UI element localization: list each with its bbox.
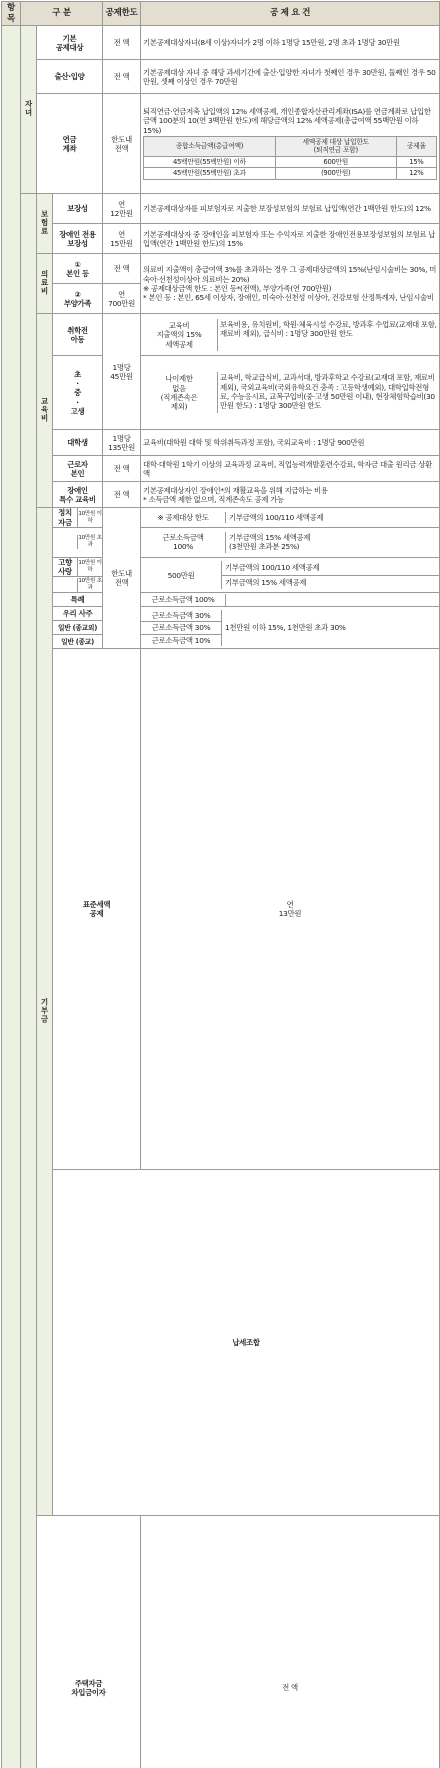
req-basic: 기본공제대상자녀(8세 이상)자녀가 2명 이하 1명당 15만원, 2명 초과 1명당 30만원 (141, 26, 440, 60)
limit-disabled-ins: 연 15만원 (103, 224, 141, 254)
limit-edu-disabled: 전 액 (103, 482, 141, 508)
row-donation-hometown-1 (2, 557, 440, 577)
req-birth: 기본공제대상 자녀 중 해당 과세기간에 출산·입양한 자녀가 첫째인 경우 30만원, 둘째인 경우 50만원, 셋째 이상인 경우 70만원 (141, 60, 440, 94)
label-donation-general-rel: 일반 (종교) (53, 635, 103, 649)
label-donation-special: 특례 (53, 593, 103, 607)
row-donation-political-2 (2, 527, 440, 557)
row-edu-school (2, 356, 440, 430)
edu-note-line: 나이제한 (165, 374, 193, 384)
row-children-basic (2, 26, 440, 60)
edu-note-line: 제외) (170, 402, 188, 412)
label-donation-political (53, 508, 103, 528)
req-edu-disabled: 기본공제대상자인 장애인*의 재활교육을 위해 지급하는 비용 * 소득금액 제한 없으며, 직계존속도 공제 가능 (141, 482, 440, 508)
donation-note-line: 100% (173, 542, 193, 552)
donation-political-label: 정치 자금 (58, 508, 72, 527)
pension-th-rate: 공제율 (396, 136, 436, 156)
label-edu-school: 초 · 중 · 고생 (53, 356, 103, 430)
label-edu-disabled: 장애인 특수 교육비 (53, 482, 103, 508)
pension-rate-table (143, 136, 437, 180)
pension-table-row (144, 156, 437, 167)
limit-edu-school-wrap (103, 314, 141, 430)
donation-political-sub2: 10만원 초과 (78, 535, 102, 549)
label-donation-general-nonrel: 일반 (종교외) (53, 621, 103, 635)
row-tax-union (2, 1170, 440, 1515)
donation-sp-limit: 근로소득금액 100% (141, 594, 226, 605)
donation-home-r1: 기부금액의 100/110 세액공제 (222, 561, 439, 575)
pension-th-limit: 세액공제 대상 납입한도 (퇴직연금 포함) (275, 136, 396, 156)
pension-cell: 12% (396, 168, 436, 179)
label-edu-pre: 취학전 아동 (53, 314, 103, 356)
donation-gr-limit: 근로소득금액 10% (151, 635, 211, 645)
label-med2: ② 부양가족 (53, 284, 103, 314)
req-pension (141, 94, 440, 194)
label-disabled-ins: 장애인 전용 보장성 (53, 224, 103, 254)
limit-housing: 전 액 (141, 1515, 440, 1768)
group-donation: 기부금 (37, 508, 53, 1515)
label-housing: 주택자금 차입금이자 (37, 1515, 141, 1768)
limit-edu-univ: 1명당 135만원 (103, 430, 141, 456)
req-medical (141, 254, 440, 314)
header-category: 구 분 (21, 2, 103, 26)
req-med1-text: 의료비 지출액이 총급여액 3%를 초과하는 경우 그 공제대상금액의 15%(난임시술비는 30%, 미숙아·선천성이상아 의료비는 20%) (143, 265, 437, 284)
donation-pol-r2: 기부금액의 15% 세액공제 (3천만원 초과분 25%) (229, 533, 311, 552)
donation-note-line: 근로소득금액 (162, 533, 204, 543)
pension-cell: 600만원 (275, 156, 396, 167)
group-education: 교육비 (37, 314, 53, 508)
row-pension (2, 94, 440, 194)
label-basic: 기본 공제대상 (37, 26, 103, 60)
label-protection: 보장성 (53, 194, 103, 224)
row-standard-credit (2, 649, 440, 1170)
label-edu-univ: 대학생 (53, 430, 103, 456)
row-edu-disabled (2, 482, 440, 508)
row-housing-interest (2, 1515, 440, 1768)
row-medical-self (2, 254, 440, 284)
pension-th-income: 종합소득금액(총급여액) (144, 136, 276, 156)
donation-note-line: ※ 공제대상 한도 (157, 513, 209, 523)
req-edu-school-text: 교육비, 학교급식비, 교과서대, 방과후학교 수강료(교재대 포함, 재료비 제외), 국외교육비(국외유학요건 충족 : 고등학생예외), 대학입학전형료, 수능응시료, 교복구입비(중·고생 50만원 이내), 현장체험학습비(30만원 한도) : 1명당 300만원 한도 (220, 373, 435, 411)
req-donation-political-2 (141, 527, 440, 557)
edu-note-line: 없음 (172, 383, 186, 393)
req-edu-univ: 교육비(대학원 대학 및 학위취득과정 포함), 국외교육비 : 1명당 900만원 (141, 430, 440, 456)
edu-note-line: 교육비 (168, 321, 190, 331)
label-edu-worker: 근로자 본인 (53, 456, 103, 482)
pension-cell: 45백만원(55백만원) 초과 (144, 168, 276, 179)
limit-protection: 연 12만원 (103, 194, 141, 224)
label-donation-hometown-2 (53, 577, 103, 593)
pension-table-header (144, 136, 437, 156)
req-edu-worker: 대학·대학원 1학기 이상의 교육과정 교육비, 직업능력개발훈련수강료, 학자금 대출 원리금 상환액 (141, 456, 440, 482)
req-protection: 기본공제대상자를 피보험자로 지출한 보장성보험의 보험료 납입액(연간 1백만원 한도)의 12% (141, 194, 440, 224)
donation-home-r2: 기부금액의 15% 세액공제 (225, 577, 307, 587)
donation-political-sub1: 10만원 이하 (77, 508, 102, 527)
group-insurance: 보험료 (37, 194, 53, 254)
donation-pol-r1: 기부금액의 100/110 세액공제 (229, 513, 324, 523)
donation-limit-note (141, 512, 226, 523)
row-children-birth (2, 60, 440, 94)
edu-shared-note-2 (141, 372, 218, 413)
row-donation-special (2, 593, 440, 607)
limit-std: 연 13만원 (141, 649, 440, 1170)
donation-gn-limit: 근로소득금액 30% (141, 622, 221, 634)
pension-table-row (144, 168, 437, 179)
row-edu-university (2, 430, 440, 456)
group-medical: 의료비 (37, 254, 53, 314)
donation-common-top (226, 594, 439, 605)
row-insurance-protection (2, 194, 440, 224)
req-donation-political-1 (141, 508, 440, 528)
pension-cell: 45백만원(55백만원) 이하 (144, 156, 276, 167)
donation-os-limit: 근로소득금액 30% (141, 610, 221, 622)
group-special (21, 194, 37, 1768)
row-insurance-disabled (2, 224, 440, 254)
req-med2-note2: * 본인 등 : 본인, 65세 이상자, 장애인, 미숙아·선천성 이상아, 건강보험 산정특례자, 난임시술비 (143, 293, 434, 303)
donation-hometown-sub2: 10만원 초과 (78, 577, 102, 591)
donation-limit-note-2 (141, 532, 226, 553)
req-donation-special (141, 593, 440, 607)
edu-note-line: 세액공제 (165, 339, 193, 349)
group-tax-credit (2, 26, 21, 1768)
req-edu-pre-text: 보육비용, 유치원비, 학원·체육시설 수강료, 방과후 수업료(교재대 포함, 재료비 제외), 급식비 : 1명당 300만원 한도 (220, 320, 437, 339)
limit-birth: 전 액 (103, 60, 141, 94)
group-children: 자녀 (21, 26, 37, 194)
label-med1: ① 본인 등 (53, 254, 103, 284)
req-edu-school (141, 356, 440, 430)
limit-basic: 전 액 (103, 26, 141, 60)
req-med2-note1: ※ 공제대상금액 한도 : 본인 등*(전액), 부양가족(연 700만원) (143, 283, 332, 293)
pension-cell: (900만원) (275, 168, 396, 179)
row-donation-political-1 (2, 508, 440, 528)
donation-common-rate: 1천만원 이하 15%, 1천만원 초과 30% (225, 623, 346, 633)
req-disabled-ins: 기본공제대상자 중 장애인을 피보험자 또는 수익자로 지출한 장애인전용보장성보험의 보험료 납입액(연간 1백만원 한도)의 15% (141, 224, 440, 254)
pension-cell: 15% (396, 156, 436, 167)
edu-note-line: (직계존속은 (160, 392, 198, 402)
header-limit: 공제한도 (103, 2, 141, 26)
donation-home-limit: 500만원 (141, 561, 222, 589)
label-union: 납세조합 (53, 1170, 440, 1515)
label-pension: 연금 계좌 (37, 94, 103, 194)
req-pension-text: 퇴직연금·연금저축 납입액의 12% 세액공제, 개인종합자산관리계좌(ISA)를 연금계좌로 납입한 금액 100분의 10(연 3백만원 한도)에 해당금액의 12% 세액공제(총급여액 55백만원 이하 15%) (143, 107, 431, 135)
limit-med1: 전 액 (103, 254, 141, 284)
limit-pension: 한도내 전액 (103, 94, 141, 194)
label-donation-political-2 (53, 527, 103, 557)
header-requirement: 공 제 요 건 (141, 2, 440, 26)
label-donation-hometown (53, 557, 103, 577)
limit-edu-worker: 전 액 (103, 456, 141, 482)
row-edu-preschool (2, 314, 440, 356)
label-donation-ourstock: 우리 사주 (53, 607, 103, 621)
tax-credit-table (1, 1, 440, 1768)
header-item: 항목 (2, 2, 21, 26)
req-donation-hometown (141, 557, 440, 593)
donation-hometown-label: 고향 사랑 (58, 557, 72, 577)
row-donation-ourstock (2, 607, 440, 621)
edu-note-line: 지출액의 15% (156, 330, 202, 340)
donation-hometown-sub1: 10만원 이하 (77, 558, 102, 577)
limit-med2: 연 700만원 (103, 284, 141, 314)
edu-shared-note (141, 319, 218, 351)
table-header-row (2, 2, 440, 26)
req-donation-general (141, 607, 440, 649)
req-edu-pre (141, 314, 440, 356)
limit-donation: 한도내 전액 (103, 508, 141, 649)
limit-edu-school: 1명당 45만원 (110, 362, 133, 381)
label-birth: 출산·입양 (37, 60, 103, 94)
label-std: 표준세액 공제 (53, 649, 141, 1170)
row-edu-worker (2, 456, 440, 482)
